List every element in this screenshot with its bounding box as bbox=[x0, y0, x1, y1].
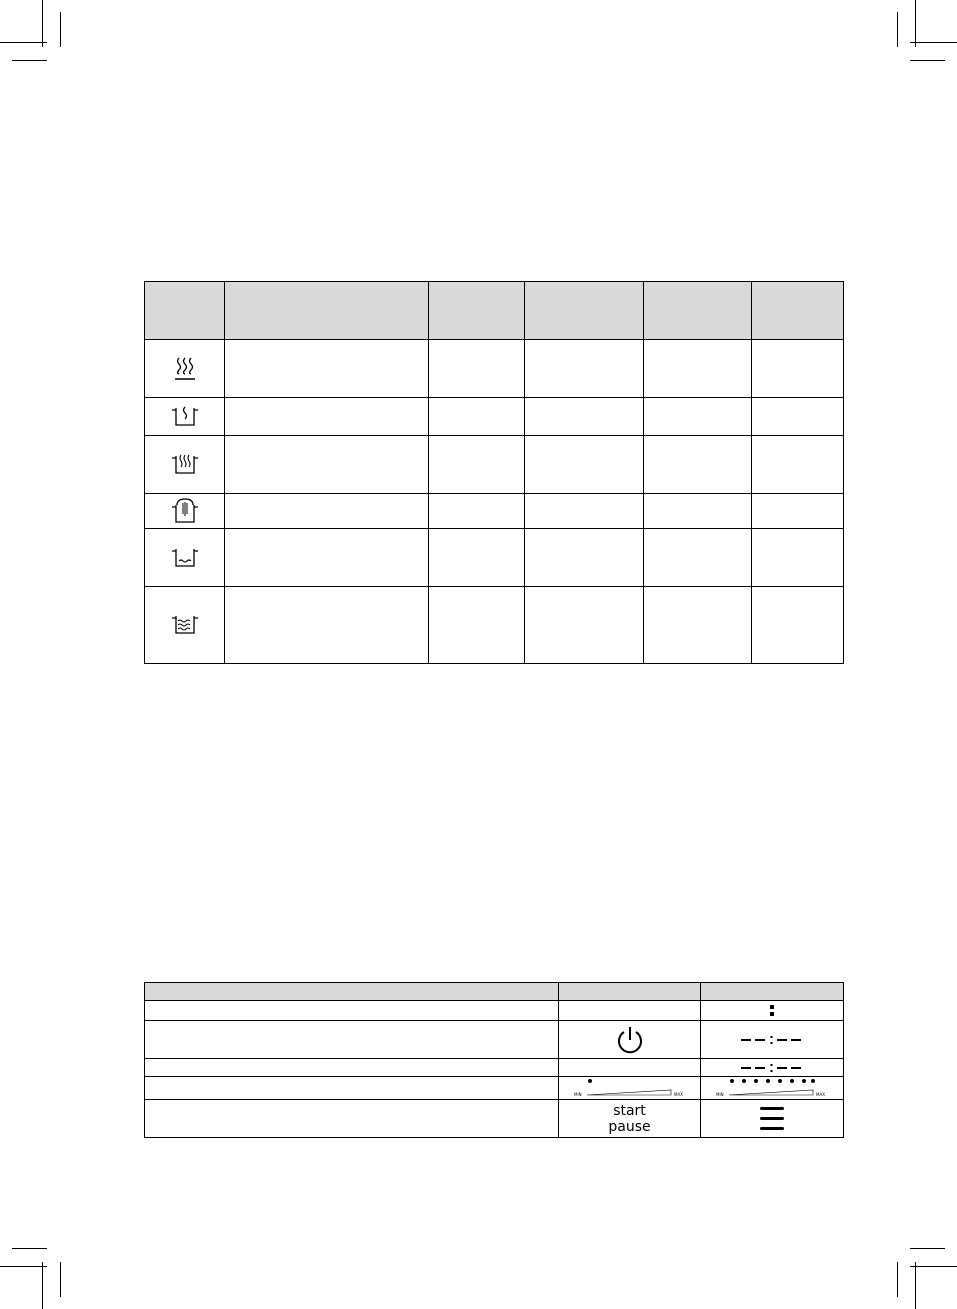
crop-mark bbox=[910, 1248, 945, 1249]
crop-mark bbox=[60, 1262, 61, 1297]
crop-mark bbox=[42, 1262, 43, 1309]
start-label: start bbox=[613, 1102, 646, 1119]
min-max-dots-slider-icon bbox=[715, 1078, 829, 1098]
table-row bbox=[145, 1059, 844, 1077]
table-cell bbox=[225, 398, 429, 436]
table-cell bbox=[644, 436, 752, 494]
table-row bbox=[145, 1077, 844, 1100]
slider-max-label: MAX bbox=[673, 1092, 683, 1097]
pot-full-water-icon bbox=[171, 614, 199, 636]
table-cell bbox=[145, 1001, 559, 1021]
table-row bbox=[145, 1001, 844, 1021]
table-cell bbox=[225, 587, 429, 664]
level-dot bbox=[811, 1079, 815, 1083]
level-dot bbox=[790, 1079, 794, 1083]
table-cell bbox=[429, 529, 525, 587]
table-cell bbox=[525, 398, 644, 436]
table-cell bbox=[525, 529, 644, 587]
crop-mark bbox=[897, 1262, 898, 1297]
crop-mark bbox=[12, 60, 47, 61]
header-cell bbox=[525, 282, 644, 340]
pot-single-steam-icon bbox=[171, 405, 199, 429]
program-table-header bbox=[145, 282, 844, 340]
table-cell bbox=[145, 1100, 559, 1138]
table-row bbox=[145, 436, 844, 494]
header-cell bbox=[145, 282, 225, 340]
slider-min-label: MIN bbox=[573, 1092, 582, 1097]
table-cell bbox=[752, 494, 844, 529]
crop-mark bbox=[60, 12, 61, 47]
table-cell bbox=[644, 494, 752, 529]
table-cell bbox=[644, 529, 752, 587]
crop-mark bbox=[910, 60, 945, 61]
table-cell bbox=[644, 398, 752, 436]
level-dot bbox=[766, 1079, 770, 1083]
crop-mark bbox=[915, 1262, 916, 1309]
table-cell bbox=[429, 436, 525, 494]
crop-mark bbox=[910, 1266, 957, 1267]
header-cell bbox=[752, 282, 844, 340]
pause-label: pause bbox=[608, 1118, 651, 1135]
table-cell bbox=[559, 1059, 701, 1077]
table-cell bbox=[525, 587, 644, 664]
slider-level-dot bbox=[588, 1079, 592, 1083]
pot-low-water-icon bbox=[171, 547, 199, 569]
table-cell bbox=[752, 529, 844, 587]
table-row bbox=[145, 529, 844, 587]
program-table bbox=[144, 281, 844, 664]
table-cell bbox=[225, 340, 429, 398]
table-cell bbox=[145, 1021, 559, 1059]
level-dot bbox=[778, 1079, 782, 1083]
min-max-slider-icon[interactable] bbox=[573, 1078, 687, 1098]
table-row bbox=[145, 494, 844, 529]
header-cell bbox=[429, 282, 525, 340]
table-cell bbox=[145, 1077, 559, 1100]
table-row bbox=[145, 1100, 844, 1138]
pot-lid-steam-icon bbox=[171, 497, 199, 525]
colon-dots-icon bbox=[769, 1004, 775, 1017]
time-dashes-icon bbox=[740, 1035, 804, 1045]
table-row bbox=[145, 587, 844, 664]
table-cell bbox=[752, 587, 844, 664]
level-dot bbox=[802, 1079, 806, 1083]
crop-mark bbox=[0, 1266, 47, 1267]
table-cell bbox=[644, 587, 752, 664]
controls-table bbox=[144, 982, 844, 1138]
time-dashes-icon bbox=[740, 1063, 804, 1073]
crop-mark bbox=[897, 12, 898, 47]
pot-steam-icon bbox=[171, 453, 199, 477]
table-cell bbox=[644, 340, 752, 398]
crop-mark bbox=[12, 1248, 47, 1249]
power-icon[interactable] bbox=[616, 1025, 644, 1055]
table-cell bbox=[429, 398, 525, 436]
table-cell bbox=[525, 340, 644, 398]
header-cell bbox=[145, 983, 559, 1001]
crop-mark bbox=[915, 0, 916, 47]
table-cell bbox=[145, 1059, 559, 1077]
crop-mark bbox=[0, 42, 47, 43]
header-cell bbox=[701, 983, 844, 1001]
table-cell bbox=[525, 494, 644, 529]
steam-waves-icon bbox=[174, 356, 196, 382]
header-cell bbox=[225, 282, 429, 340]
table-cell bbox=[752, 398, 844, 436]
table-cell bbox=[429, 494, 525, 529]
level-dot bbox=[730, 1079, 734, 1083]
table-cell bbox=[559, 1001, 701, 1021]
crop-mark bbox=[910, 42, 957, 43]
table-row bbox=[145, 340, 844, 398]
controls-table-header bbox=[145, 983, 844, 1001]
table-cell bbox=[225, 436, 429, 494]
start-pause-button[interactable] bbox=[559, 1100, 701, 1138]
header-cell bbox=[559, 983, 701, 1001]
header-cell bbox=[644, 282, 752, 340]
slider-min-label: MIN bbox=[716, 1092, 724, 1097]
slider-max-label: MAX bbox=[816, 1092, 825, 1097]
table-cell bbox=[429, 340, 525, 398]
table-cell bbox=[225, 529, 429, 587]
table-cell bbox=[752, 340, 844, 398]
triple-bar-icon bbox=[759, 1105, 785, 1133]
table-row bbox=[145, 1021, 844, 1059]
table-cell bbox=[429, 587, 525, 664]
level-dot bbox=[742, 1079, 746, 1083]
level-dot bbox=[754, 1079, 758, 1083]
table-cell bbox=[525, 436, 644, 494]
table-cell bbox=[752, 436, 844, 494]
table-cell bbox=[225, 494, 429, 529]
crop-mark bbox=[42, 0, 43, 47]
table-row bbox=[145, 398, 844, 436]
